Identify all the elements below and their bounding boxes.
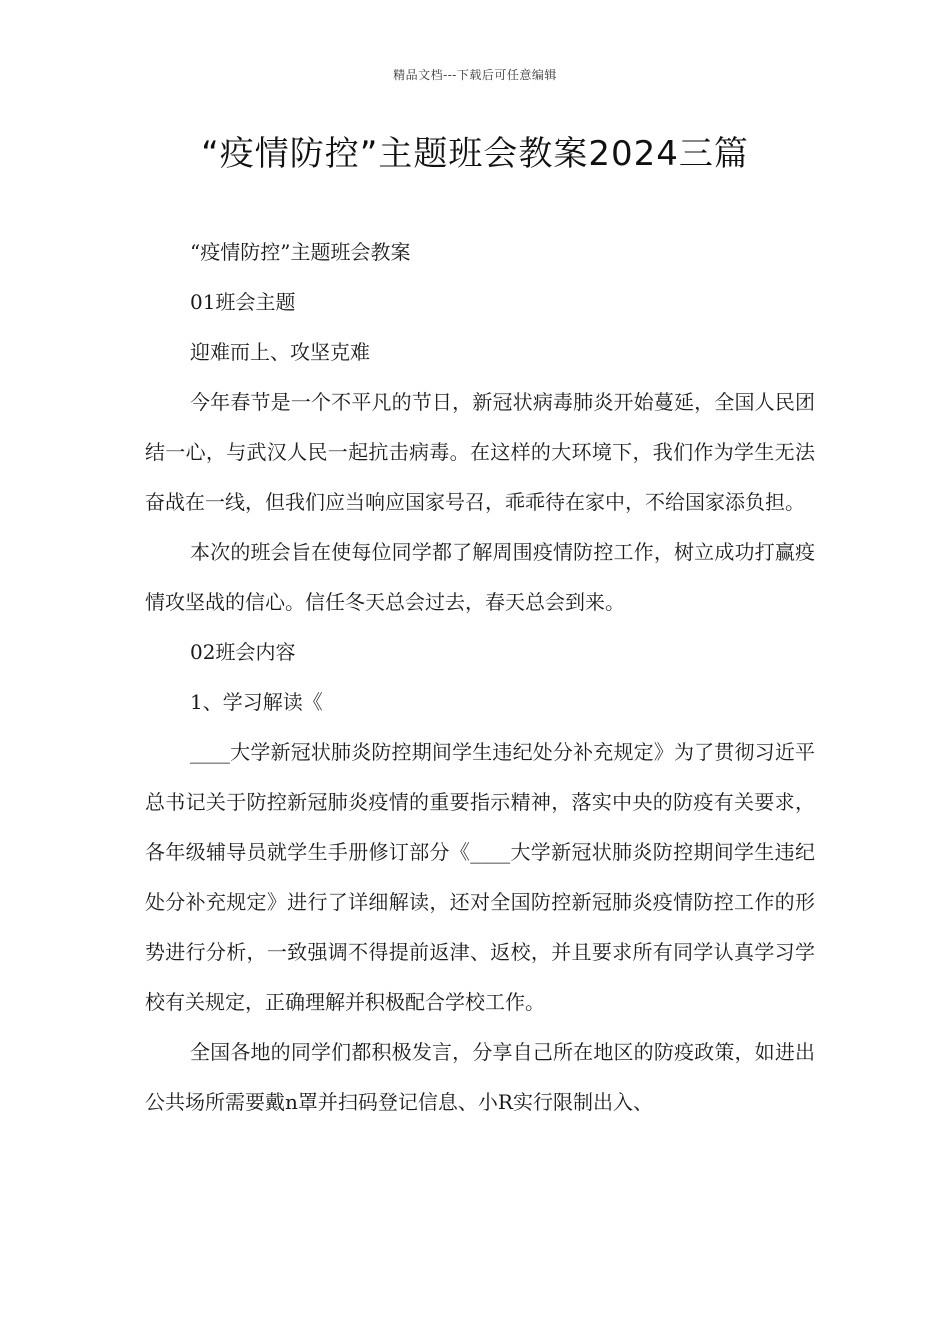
- document-body: [145, 227, 815, 1127]
- paragraph-list-item: 1、学习解读《: [190, 690, 323, 714]
- paragraph-subtitle: “疫情防控”主题班会教案: [190, 240, 411, 264]
- header-note: 精品文档---下载后可任意编辑: [393, 68, 557, 82]
- paragraph-body: 今年春节是一个不平凡的节日，新冠状病毒肺炎开始蔓延，全国人民团结一心，与武汉人民一起抗击病毒。在这样的大环境下，我们作为学生无法奋战在一线，但我们应当响应国家号召，乖乖待在家中，不给国家添负担。: [145, 390, 815, 514]
- paragraph-body: ____大学新冠状肺炎防控期间学生违纪处分补充规定》为了贯彻习近平总书记关于防控新冠肺炎疫情的重要指示精神，落实中央的防疫有关要求，各年级辅导员就学生手册修订部分《____大学新冠状肺炎防控期间学生违纪处分补充规定》进行了详细解读，还对全国防控新冠肺炎疫情防控工作的形势进行分析，一致强调不得提前返津、返校，并且要求所有同学认真学习学校有关规定，正确理解并积极配合学校工作。: [145, 740, 815, 1014]
- paragraph-section-heading: 01班会主题: [190, 290, 296, 314]
- paragraph-section-heading: 02班会内容: [190, 640, 296, 664]
- document-title: “疫情防控”主题班会教案2024三篇: [201, 134, 749, 174]
- paragraph-body: 全国各地的同学们都积极发言，分享自己所在地区的防疫政策，如进出公共场所需要戴n罩并扫码登记信息、小R实行限制出入、: [145, 1040, 815, 1114]
- paragraph-theme: 迎难而上、攻坚克难: [190, 340, 370, 364]
- paragraph-body: 本次的班会旨在使每位同学都了解周围疫情防控工作，树立成功打赢疫情攻坚战的信心。信任冬天总会过去，春天总会到来。: [145, 540, 815, 614]
